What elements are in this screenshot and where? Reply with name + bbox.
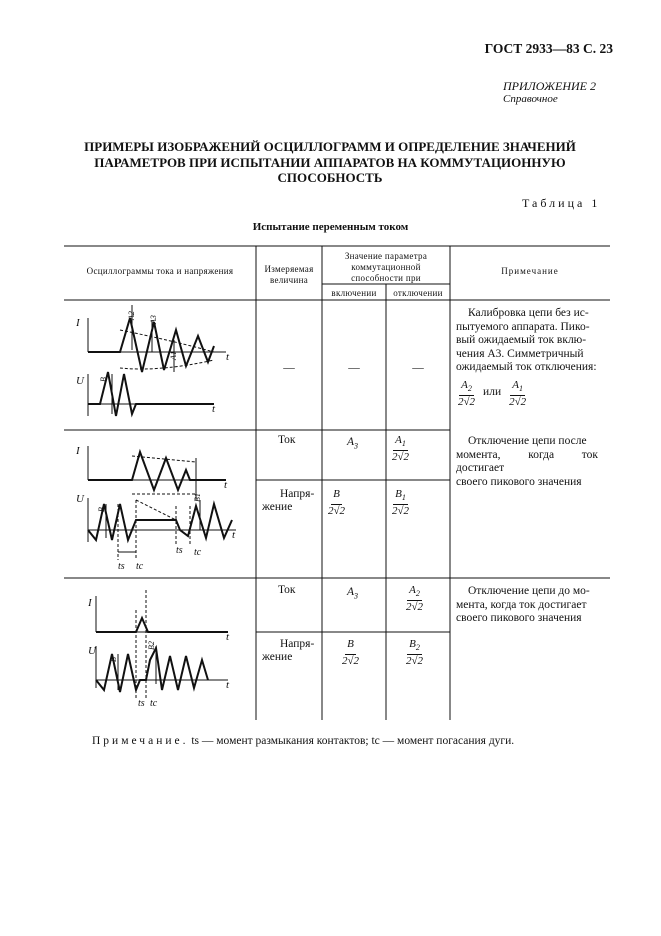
oscillogram-1-current — [88, 305, 226, 372]
note-line: Отключение цепи до мо- — [468, 585, 590, 597]
measured-line: жение — [262, 501, 293, 513]
header-on: включении — [331, 288, 377, 298]
axis-label-U: U — [76, 493, 84, 505]
label-tc: tc — [136, 561, 144, 572]
row5-on-fraction: $\frac{B}{2√2}$ — [342, 638, 360, 668]
label-ts: ts — [176, 545, 183, 556]
axis-label-U: U — [76, 375, 84, 387]
fraction: $\frac{A_1}{2√2}$ — [509, 378, 527, 408]
header-value-line: способности при — [351, 273, 421, 283]
oscillogram-3-voltage — [96, 646, 228, 692]
row3-on-fraction: $\frac{B}{2√2}$ — [328, 488, 346, 518]
measured-line: жение — [262, 651, 293, 663]
label-B: B — [109, 657, 118, 662]
note-line: Отключение цепи после — [468, 435, 587, 447]
note-line: своего пикового значения — [456, 475, 582, 488]
note-line: момента, когда ток достигает — [456, 448, 598, 474]
oscillogram-2-current — [88, 446, 226, 500]
fraction: $\frac{A_2}{2√2}$ — [458, 378, 476, 408]
page-header: ГОСТ 2933—83 С. 23 — [484, 41, 613, 56]
title-line: ПАРАМЕТРОВ ПРИ ИСПЫТАНИИ АППАРАТОВ НА КОММУТАЦИОННУЮ — [94, 154, 566, 170]
note-line: пытуемого аппарата. Пико- — [456, 320, 590, 333]
axis-label-t: t — [232, 529, 236, 541]
footnote — [92, 735, 514, 747]
title-line: СПОСОБНОСТЬ — [277, 170, 383, 185]
header-value-line: коммутационной — [351, 262, 421, 272]
note-line: Калибровка цепи без ис- — [468, 307, 589, 319]
label-ts: ts — [138, 698, 145, 709]
header-note: Примечание — [501, 266, 559, 276]
note-line: ожидаемый ток отключения: — [456, 361, 597, 373]
note-line: своего пикового значения — [456, 612, 582, 624]
measured-line: Напря- — [280, 638, 315, 650]
axis-label-t: t — [224, 479, 228, 491]
label-B: B — [97, 507, 106, 512]
axis-label-I: I — [76, 445, 80, 457]
axis-label-t: t — [226, 351, 230, 363]
note-line: мента, когда ток достигает — [456, 598, 587, 611]
axis-label-I: I — [88, 597, 92, 609]
footnote-text: ts — момент размыкания контактов; tc — момент погасания дуги. — [191, 735, 515, 747]
axis-label-t: t — [212, 403, 216, 415]
header-value-line: Значение параметра — [344, 251, 428, 261]
label-tc: tc — [194, 547, 202, 558]
row4-measured: Ток — [278, 584, 296, 596]
note-line: вый ожидаемый ток вклю- — [456, 334, 587, 346]
appendix-subtitle: Справочное — [503, 93, 558, 105]
measured-line: Напря- — [280, 488, 315, 500]
row4-off-fraction: $\frac{A_2}{2√2}$ — [406, 584, 424, 614]
table-caption: Испытание переменным током — [252, 221, 409, 233]
axis-label-t: t — [226, 679, 230, 691]
header-measured-line: величина — [269, 275, 309, 285]
row5-off-fraction: $\frac{B_2}{2√2}$ — [406, 638, 424, 668]
row1-off: — — [412, 362, 424, 374]
header-oscillograms: Осциллограммы тока и напряжения — [86, 266, 234, 276]
row3-off-fraction: $\frac{B_1}{2√2}$ — [392, 488, 410, 518]
table-label: Таблица 1 — [522, 196, 601, 210]
label-B2: B2 — [147, 641, 156, 650]
row2-off-fraction: $\frac{A_1}{2√2}$ — [392, 434, 410, 464]
label-A2: A2 — [127, 311, 136, 320]
label-tc: tc — [150, 698, 158, 709]
label-A1: A1 — [169, 351, 178, 360]
label-B1: B1 — [193, 493, 202, 502]
note-line: чения A3. Симметричный — [456, 347, 584, 360]
oscillogram-2-voltage — [88, 498, 236, 560]
label-ts: ts — [118, 561, 125, 572]
row2-on: $A_3$ — [347, 436, 359, 451]
axis-label-U: U — [88, 645, 96, 657]
appendix-title: ПРИЛОЖЕНИЕ 2 — [503, 79, 596, 93]
row4-on: $A_3$ — [347, 586, 359, 601]
row1-on: — — [348, 362, 360, 374]
row2-measured: Ток — [278, 434, 296, 446]
label-B: B — [99, 377, 108, 382]
footnote-prefix: Примечание. — [92, 735, 189, 747]
header-measured-line: Измеряемая — [264, 264, 314, 274]
row1-measured: — — [283, 362, 295, 374]
axis-label-t: t — [226, 631, 230, 643]
header-off: отключении — [393, 288, 443, 298]
or-word: или — [483, 386, 502, 399]
title-line: ПРИМЕРЫ ИЗОБРАЖЕНИЙ ОСЦИЛЛОГРАММ И ОПРЕДЕЛЕНИЕ ЗНАЧЕНИЙ — [84, 139, 576, 154]
label-A3: A3 — [149, 315, 158, 324]
axis-label-I: I — [76, 317, 80, 329]
